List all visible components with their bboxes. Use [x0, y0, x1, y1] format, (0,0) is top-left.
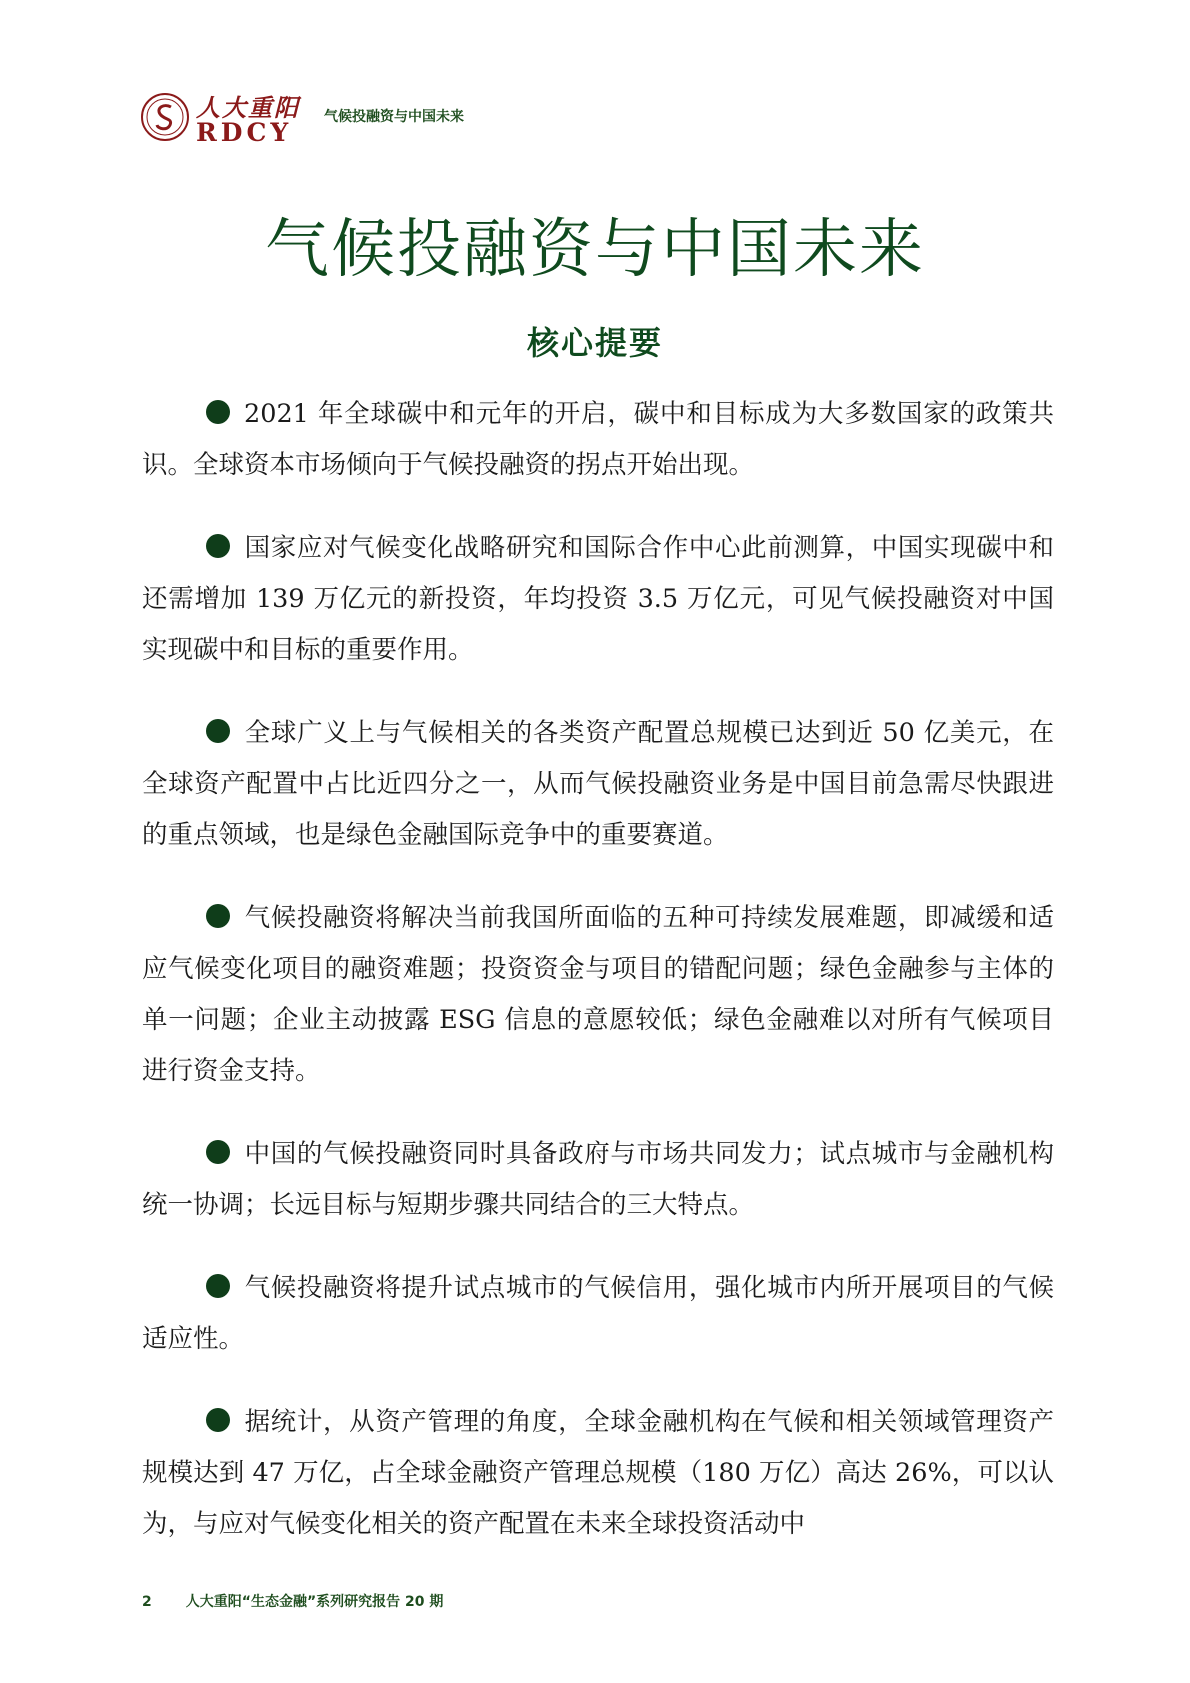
bullet-dot-icon: [206, 534, 230, 558]
rdcy-seal-icon: [140, 92, 190, 142]
bullet-dot-icon: [206, 400, 230, 424]
logo-chinese-name: 人大重阳: [196, 93, 300, 122]
bullet-dot-icon: [206, 904, 230, 928]
summary-paragraph: [142, 523, 1054, 676]
page-footer: [142, 1591, 443, 1611]
summary-paragraph: [142, 1263, 1054, 1365]
running-header-title: 气候投融资与中国未来: [324, 109, 464, 125]
summary-paragraph: [142, 1397, 1054, 1550]
summary-paragraph: [142, 708, 1054, 861]
paragraph-text: 气候投融资将解决当前我国所面临的五种可持续发展难题，即减缓和适应气候变化项目的融资难题；投资资金与项目的错配问题；绿色金融参与主体的单一问题；企业主动披露 ESG 信息的意愿较低；绿色金融难以对所有气候项目进行资金支持。: [142, 903, 1054, 1086]
paragraph-text: 气候投融资将提升试点城市的气候信用，强化城市内所开展项目的气候适应性。: [142, 1273, 1054, 1354]
paragraph-text: 2021 年全球碳中和元年的开启，碳中和目标成为大多数国家的政策共识。全球资本市场倾向于气候投融资的拐点开始出现。: [142, 399, 1054, 480]
paragraph-text: 据统计，从资产管理的角度，全球金融机构在气候和相关领域管理资产规模达到 47 万亿，占全球金融资产管理总规模（180 万亿）高达 26%，可以认为，与应对气候变化相关的资产配置在未来全球投资活动中: [142, 1407, 1054, 1539]
logo-english-name: RDCY: [196, 118, 293, 147]
summary-paragraph: [142, 893, 1054, 1097]
rdcy-logo: [140, 88, 300, 148]
summary-paragraph: [142, 1129, 1054, 1231]
bullet-dot-icon: [206, 1274, 230, 1298]
paragraph-text: 全球广义上与气候相关的各类资产配置总规模已达到近 50 亿美元，在全球资产配置中占比近四分之一，从而气候投融资业务是中国目前急需尽快跟进的重点领域，也是绿色金融国际竞争中的重要赛道。: [142, 718, 1054, 850]
page-header: [140, 88, 1040, 148]
bullet-dot-icon: [206, 1408, 230, 1432]
paragraph-text: 中国的气候投融资同时具备政府与市场共同发力；试点城市与金融机构统一协调；长远目标与短期步骤共同结合的三大特点。: [142, 1139, 1054, 1220]
summary-paragraph: [142, 389, 1054, 491]
document-title: 气候投融资与中国未来: [265, 213, 925, 287]
section-heading: 核心提要: [526, 324, 663, 362]
summary-content: [142, 389, 1054, 1582]
paragraph-text: 国家应对气候变化战略研究和国际合作中心此前测算，中国实现碳中和还需增加 139 万亿元的新投资，年均投资 3.5 万亿元，可见气候投融资对中国实现碳中和目标的重要作用。: [142, 533, 1054, 665]
bullet-dot-icon: [206, 719, 230, 743]
page-number: 2: [142, 1594, 152, 1610]
report-series: 人大重阳“生态金融”系列研究报告 20 期: [185, 1594, 444, 1610]
bullet-dot-icon: [206, 1140, 230, 1164]
